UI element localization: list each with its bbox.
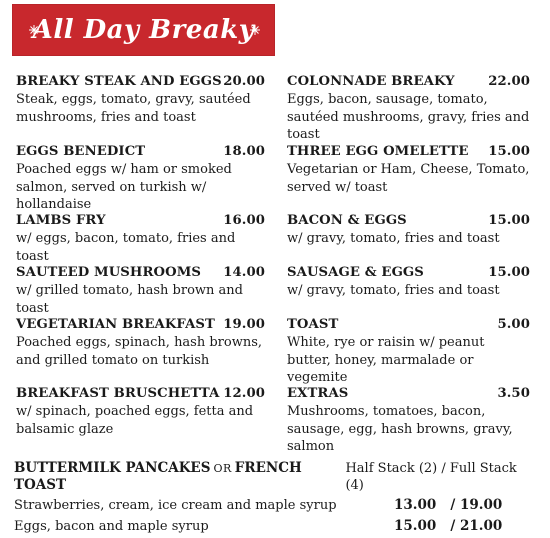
item-description: Poached eggs, spinach, hash browns, and grilled tomato on turkish <box>16 335 263 368</box>
menu-item-extras <box>287 385 530 456</box>
item-price: 16.00 <box>223 213 265 228</box>
menu-banner <box>12 4 275 56</box>
item-name: EGGS BENEDICT <box>16 144 146 159</box>
item-description: Poached eggs w/ ham or smoked salmon, served on turkish w/ hollandaise <box>16 162 232 212</box>
menu-item-bacon-and-eggs <box>287 212 530 248</box>
menu-item-breakfast-bruschetta <box>16 385 265 438</box>
pancake-option-name: Eggs, bacon and maple syrup <box>14 519 209 534</box>
item-description: Mushrooms, tomatoes, bacon, sausage, egg, hash browns, gravy, salmon <box>287 404 513 454</box>
item-price: 15.00 <box>488 213 530 228</box>
menu-item-eggs-benedict <box>16 143 265 214</box>
item-description: w/ gravy, tomato, fries and toast <box>287 231 500 246</box>
menu-item-sausage-and-eggs <box>287 264 530 300</box>
menu-item-lambs-fry <box>16 212 265 265</box>
pancake-option-prices: 13.00 / 19.00 <box>394 497 503 513</box>
menu-item-sauteed-mushrooms <box>16 264 265 317</box>
pancake-option-prices: 15.00 / 21.00 <box>394 518 503 534</box>
item-name: BACON & EGGS <box>287 213 407 228</box>
item-name: SAUTEED MUSHROOMS <box>16 265 202 280</box>
pancake-option-name: Strawberries, cream, ice cream and maple syrup <box>14 498 337 513</box>
item-name: BREAKFAST BRUSCHETTA <box>16 386 220 401</box>
item-name: TOAST <box>287 317 339 332</box>
item-name: LAMBS FRY <box>16 213 106 228</box>
menu-item-colonnade-breaky <box>287 73 530 144</box>
item-description: Eggs, bacon, sausage, tomato, sautéed mushrooms, gravy, fries and toast <box>287 92 530 142</box>
item-price: 3.50 <box>497 386 530 401</box>
pancakes-section <box>14 460 534 536</box>
item-description: Steak, eggs, tomato, gravy, sautéed mushrooms, fries and toast <box>16 92 251 125</box>
item-name: BREAKY STEAK AND EGGS <box>16 74 222 89</box>
item-price: 20.00 <box>223 74 265 89</box>
pancake-option <box>14 496 534 515</box>
french-toast-title: FRENCH TOAST <box>14 460 302 493</box>
item-description: w/ gravy, tomato, fries and toast <box>287 283 500 298</box>
item-price: 22.00 <box>488 74 530 89</box>
item-description: White, rye or raisin w/ peanut butter, honey, marmalade or vegemite <box>287 335 485 385</box>
item-price: 18.00 <box>223 144 265 159</box>
item-price: 15.00 <box>488 265 530 280</box>
menu-item-vegetarian-breakfast <box>16 316 265 369</box>
pancakes-title: BUTTERMILK PANCAKES <box>14 460 211 476</box>
item-price: 12.00 <box>223 386 265 401</box>
item-name: THREE EGG OMELETTE <box>287 144 469 159</box>
item-name: COLONNADE BREAKY <box>287 74 455 89</box>
menu-item-toast <box>287 316 530 387</box>
item-price: 15.00 <box>488 144 530 159</box>
item-description: w/ eggs, bacon, tomato, fries and toast <box>16 231 236 264</box>
menu-item-three-egg-omelette <box>287 143 530 196</box>
item-price: 5.00 <box>497 317 530 332</box>
item-name: EXTRAS <box>287 386 349 401</box>
sparkle-decoration-icon <box>12 4 275 56</box>
item-description: w/ spinach, poached eggs, fetta and balsamic glaze <box>16 404 254 437</box>
stack-size-label: Half Stack (2) / Full Stack (4) <box>345 461 517 493</box>
item-description: w/ grilled tomato, hash brown and toast <box>16 283 243 316</box>
item-description: Vegetarian or Ham, Cheese, Tomato, served w/ toast <box>287 162 530 195</box>
menu-title: All Day Breaky <box>32 15 255 45</box>
menu-item-breaky-steak-and-eggs <box>16 73 265 126</box>
item-name: SAUSAGE & EGGS <box>287 265 424 280</box>
pancake-option <box>14 517 534 536</box>
pancakes-or: OR <box>213 462 232 475</box>
pancakes-heading <box>14 460 345 494</box>
item-price: 14.00 <box>223 265 265 280</box>
item-name: VEGETARIAN BREAKFAST <box>16 317 215 332</box>
item-price: 19.00 <box>223 317 265 332</box>
